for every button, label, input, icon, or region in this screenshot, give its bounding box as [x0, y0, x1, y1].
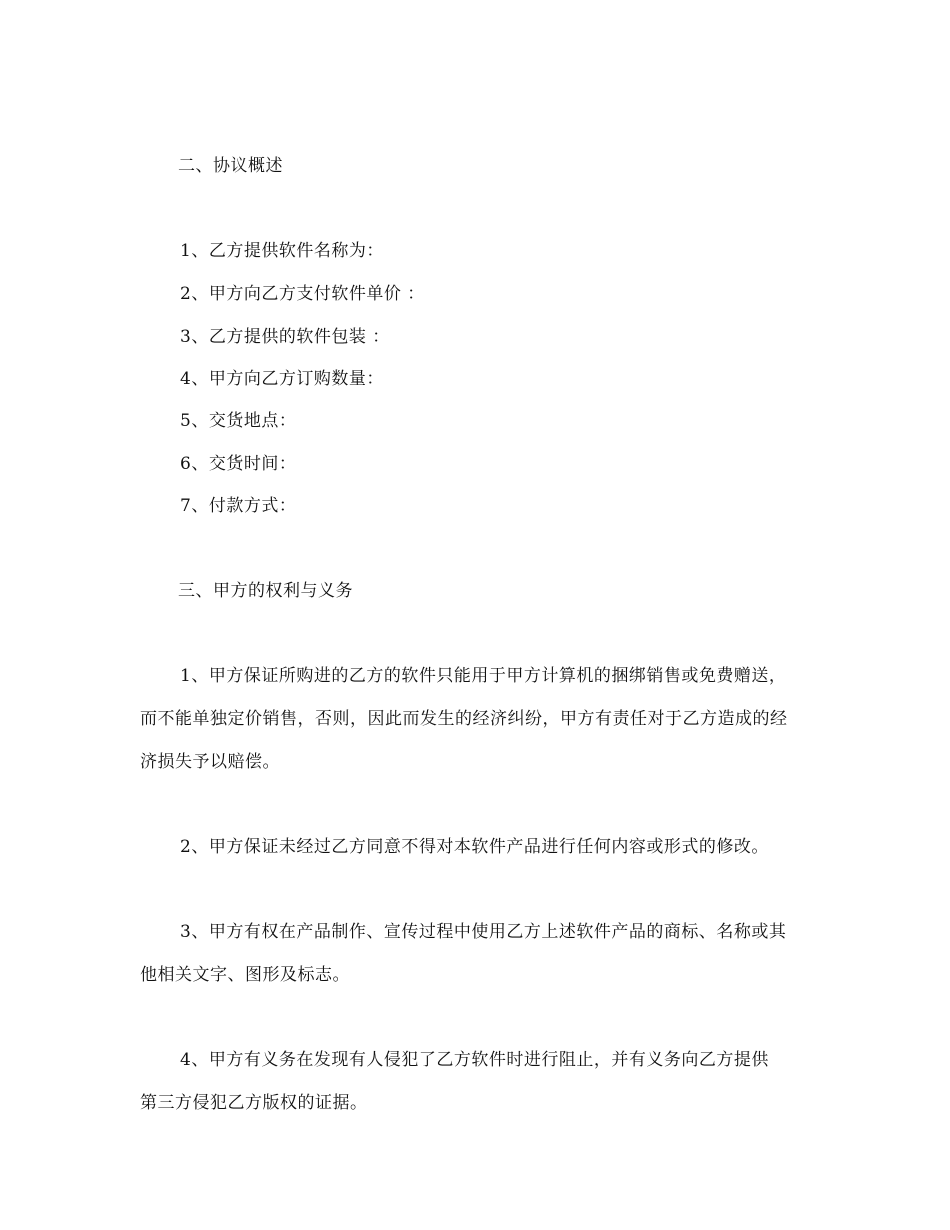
section-3-title: 三、甲方的权利与义务 — [178, 581, 353, 601]
section-2-item-1: 1、乙方提供软件名称为： — [180, 241, 384, 261]
section-2-item-6: 6、交货时间： — [180, 454, 297, 474]
section-3-para-2-line-1: 2、甲方保证未经过乙方同意不得对本软件产品进行任何内容或形式的修改。 — [180, 837, 769, 857]
section-2-title: 二、协议概述 — [178, 156, 283, 176]
section-2-item-5: 5、交货地点： — [180, 411, 297, 431]
section-3-para-4-line-2: 第三方侵犯乙方版权的证据。 — [140, 1093, 368, 1113]
section-3-para-3-line-1: 3、甲方有权在产品制作、宣传过程中使用乙方上述软件产品的商标、名称或其 — [180, 922, 787, 942]
section-3-para-1-line-2: 而不能单独定价销售，否则，因此而发生的经济纠纷，甲方有责任对于乙方造成的经 — [140, 709, 788, 729]
section-3-para-1-line-1: 1、甲方保证所购进的乙方的软件只能用于甲方计算机的捆绑销售或免费赠送， — [180, 666, 787, 686]
section-2-item-7: 7、付款方式： — [180, 496, 297, 516]
section-3-para-4-line-1: 4、甲方有义务在发现有人侵犯了乙方软件时进行阻止，并有义务向乙方提供 — [180, 1050, 769, 1070]
section-2-item-3: 3、乙方提供的软件包装 ： — [180, 327, 390, 347]
section-3-para-3-line-2: 他相关文字、图形及标志。 — [140, 965, 350, 985]
section-2-item-4: 4、甲方向乙方订购数量： — [180, 369, 384, 389]
section-2-item-2: 2、甲方向乙方支付软件单价 ： — [180, 284, 425, 304]
section-3-para-1-line-3: 济损失予以赔偿。 — [140, 752, 280, 772]
